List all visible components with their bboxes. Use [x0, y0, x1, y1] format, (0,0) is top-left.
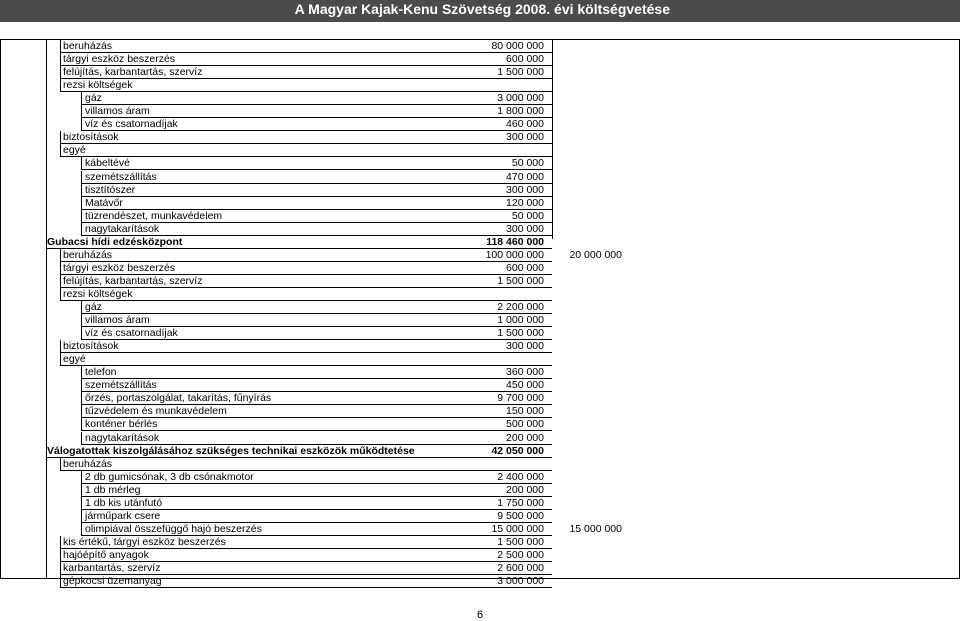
table-row	[0, 53, 960, 66]
table-row	[0, 131, 960, 144]
indent-box	[60, 40, 552, 53]
row-amount: 3 000 000	[497, 575, 544, 588]
table-row	[0, 366, 960, 379]
row-amount: 1 500 000	[497, 327, 544, 340]
indent-box	[60, 340, 552, 353]
row-amount: 2 500 000	[497, 548, 544, 561]
row-amount: 9 700 000	[497, 392, 544, 405]
indent-box	[81, 392, 552, 405]
indent-box	[60, 262, 552, 275]
table-row	[0, 392, 960, 405]
indent-box	[81, 471, 552, 484]
row-label: karbantartás, szervíz	[63, 562, 161, 574]
indent-box	[81, 118, 552, 131]
indent-box	[46, 445, 552, 458]
row-amount: 9 500 000	[497, 509, 544, 522]
row-label: tüzrendészet, munkavédelem	[85, 209, 223, 222]
table-row	[0, 40, 960, 53]
table-row	[0, 497, 960, 510]
indent-box	[81, 105, 552, 118]
indent-box	[60, 562, 552, 575]
indent-box	[81, 432, 552, 445]
row-label: nagytakarítások	[85, 222, 160, 235]
table-row	[0, 484, 960, 497]
table-row	[0, 405, 960, 418]
row-amount: 460 000	[506, 118, 544, 131]
row-label: víz és csatornadíjak	[85, 118, 178, 131]
row-amount: 300 000	[506, 183, 544, 196]
indent-box	[60, 79, 552, 92]
table-row	[0, 301, 960, 314]
row-label: egyé	[63, 144, 86, 157]
row-label: gáz	[85, 301, 102, 313]
indent-box	[81, 197, 552, 210]
row-amount: 300 000	[506, 340, 544, 353]
indent-box	[81, 314, 552, 327]
row-amount: 1 500 000	[497, 274, 544, 287]
indent-box	[60, 249, 552, 262]
row-label: beruházás	[63, 40, 113, 52]
row-amount: 470 000	[506, 170, 544, 183]
row-amount: 300 000	[506, 222, 544, 235]
table-row	[0, 236, 960, 249]
table-row	[0, 575, 960, 588]
table-row	[0, 79, 960, 92]
indent-box	[81, 497, 552, 510]
row-label: őrzés, portaszolgálat, takarítás, fűnyírás	[85, 392, 272, 405]
row-amount: 200 000	[506, 431, 544, 444]
indent-box	[81, 210, 552, 223]
row-amount: 600 000	[506, 53, 544, 66]
indent-box	[60, 53, 552, 66]
row-amount: 3 000 000	[497, 92, 544, 105]
table-row	[0, 379, 960, 392]
row-label: biztosítások	[63, 340, 119, 353]
table-row	[0, 249, 960, 262]
table-row	[0, 510, 960, 523]
row-label: felújítás, karbantartás, szervíz	[63, 66, 203, 79]
row-label: beruházás	[63, 457, 113, 470]
row-label: Gubacsi hídi edzésközpont	[47, 235, 183, 248]
indent-box	[81, 523, 552, 536]
row-label: rezsi költségek	[63, 79, 133, 92]
row-label: víz és csatornadíjak	[85, 327, 178, 340]
indent-box	[81, 327, 552, 340]
indent-box	[60, 458, 552, 471]
table-row	[0, 562, 960, 575]
row-amount: 600 000	[506, 261, 544, 274]
row-label: Matávőr	[85, 196, 123, 209]
indent-box	[60, 536, 552, 549]
page-number: 6	[476, 609, 484, 621]
table-row	[0, 471, 960, 484]
row-label: nagytakarítások	[85, 431, 160, 444]
table-row	[0, 210, 960, 223]
row-amount: 1 500 000	[497, 66, 544, 79]
table-row	[0, 171, 960, 184]
table-row	[0, 144, 960, 157]
row-label: hajóépítő anyagok	[63, 548, 149, 561]
indent-box	[81, 157, 552, 170]
row-label: szemétszállítás	[85, 170, 157, 183]
indent-box	[60, 549, 552, 562]
row-label: gépkocsi üzemanyag	[63, 575, 162, 588]
table-row	[0, 314, 960, 327]
row-amount-secondary: 20 000 000	[569, 248, 622, 261]
row-amount: 1 500 000	[497, 535, 544, 548]
indent-box	[81, 171, 552, 184]
row-label: gáz	[85, 92, 102, 105]
table-row	[0, 66, 960, 79]
row-amount: 450 000	[506, 379, 544, 392]
table-row	[0, 184, 960, 197]
row-label: Válogatottak kiszolgálásához szükséges technikai eszközök működtetése	[47, 444, 415, 457]
row-label: tárgyi eszköz beszerzés	[63, 53, 176, 66]
budget-table	[0, 39, 960, 588]
table-row	[0, 223, 960, 236]
table-row	[0, 197, 960, 210]
row-amount: 120 000	[506, 196, 544, 209]
table-row	[0, 118, 960, 131]
indent-box	[81, 484, 552, 497]
row-amount-secondary: 15 000 000	[569, 522, 622, 535]
row-label: konténer bérlés	[85, 418, 158, 431]
indent-box	[81, 405, 552, 418]
row-amount: 200 000	[506, 483, 544, 496]
row-label: tárgyi eszköz beszerzés	[63, 261, 176, 274]
table-row	[0, 353, 960, 366]
table-row	[0, 327, 960, 340]
table-row	[0, 418, 960, 431]
indent-box	[81, 92, 552, 105]
row-amount: 1 800 000	[497, 105, 544, 118]
row-label: villamos áram	[85, 105, 150, 118]
row-amount: 2 200 000	[497, 301, 544, 313]
table-row	[0, 549, 960, 562]
row-label: felújítás, karbantartás, szervíz	[63, 274, 203, 287]
indent-box	[81, 379, 552, 392]
row-label: járműpark csere	[85, 509, 161, 522]
row-amount: 100 000 000	[485, 248, 544, 261]
table-row	[0, 275, 960, 288]
row-amount: 500 000	[506, 418, 544, 431]
table-row	[0, 432, 960, 445]
indent-box	[60, 144, 552, 157]
indent-box	[81, 366, 552, 379]
indent-box	[81, 184, 552, 197]
indent-box	[60, 131, 552, 144]
row-label: tisztítószer	[85, 183, 136, 196]
page-header-bar	[0, 0, 960, 22]
indent-box	[60, 575, 552, 588]
row-label: tűzvédelem és munkavédelem	[85, 405, 227, 418]
row-label: egyé	[63, 353, 86, 366]
row-label: 2 db gumicsónak, 3 db csónakmotor	[85, 470, 254, 483]
row-amount: 118 460 000	[486, 235, 544, 248]
table-row	[0, 458, 960, 471]
row-label: 1 db mérleg	[85, 483, 141, 496]
row-amount: 42 050 000	[491, 444, 544, 457]
indent-box	[81, 301, 552, 314]
indent-box	[60, 353, 552, 366]
table-row	[0, 523, 960, 536]
indent-box	[60, 275, 552, 288]
table-row	[0, 92, 960, 105]
row-label: szemétszállítás	[85, 379, 157, 392]
table-row	[0, 105, 960, 118]
indent-box	[81, 223, 552, 236]
row-amount: 50 000	[511, 157, 544, 170]
row-label: telefon	[85, 366, 117, 379]
row-amount: 300 000	[506, 131, 544, 144]
row-label: rezsi költségek	[63, 287, 133, 300]
row-label: olimpiával összefüggő hajó beszerzés	[85, 522, 262, 535]
row-label: villamos áram	[85, 314, 150, 327]
indent-box	[60, 288, 552, 301]
table-row	[0, 445, 960, 458]
table-row	[0, 340, 960, 353]
row-amount: 80 000 000	[491, 40, 544, 52]
table-row	[0, 536, 960, 549]
row-amount: 15 000 000	[491, 522, 544, 535]
table-row	[0, 157, 960, 170]
row-amount: 150 000	[506, 405, 544, 418]
row-label: beruházás	[63, 248, 113, 261]
row-label: 1 db kis utánfutó	[85, 496, 163, 509]
table-row	[0, 288, 960, 301]
document-title: A Magyar Kajak-Kenu Szövetség 2008. évi költségvetése	[294, 1, 670, 17]
indent-box	[46, 236, 552, 249]
row-label: kis értékű, tárgyi eszköz beszerzés	[63, 535, 226, 548]
row-amount: 2 600 000	[497, 562, 544, 574]
row-amount: 2 400 000	[497, 470, 544, 483]
row-label: kábeltévé	[85, 157, 130, 170]
indent-box	[60, 66, 552, 79]
table-row	[0, 262, 960, 275]
indent-box	[81, 418, 552, 431]
row-label: biztosítások	[63, 131, 119, 144]
row-amount: 360 000	[506, 366, 544, 379]
row-amount: 1 750 000	[497, 496, 544, 509]
row-amount: 1 000 000	[497, 314, 544, 327]
row-amount: 50 000	[511, 209, 544, 222]
indent-box	[81, 510, 552, 523]
